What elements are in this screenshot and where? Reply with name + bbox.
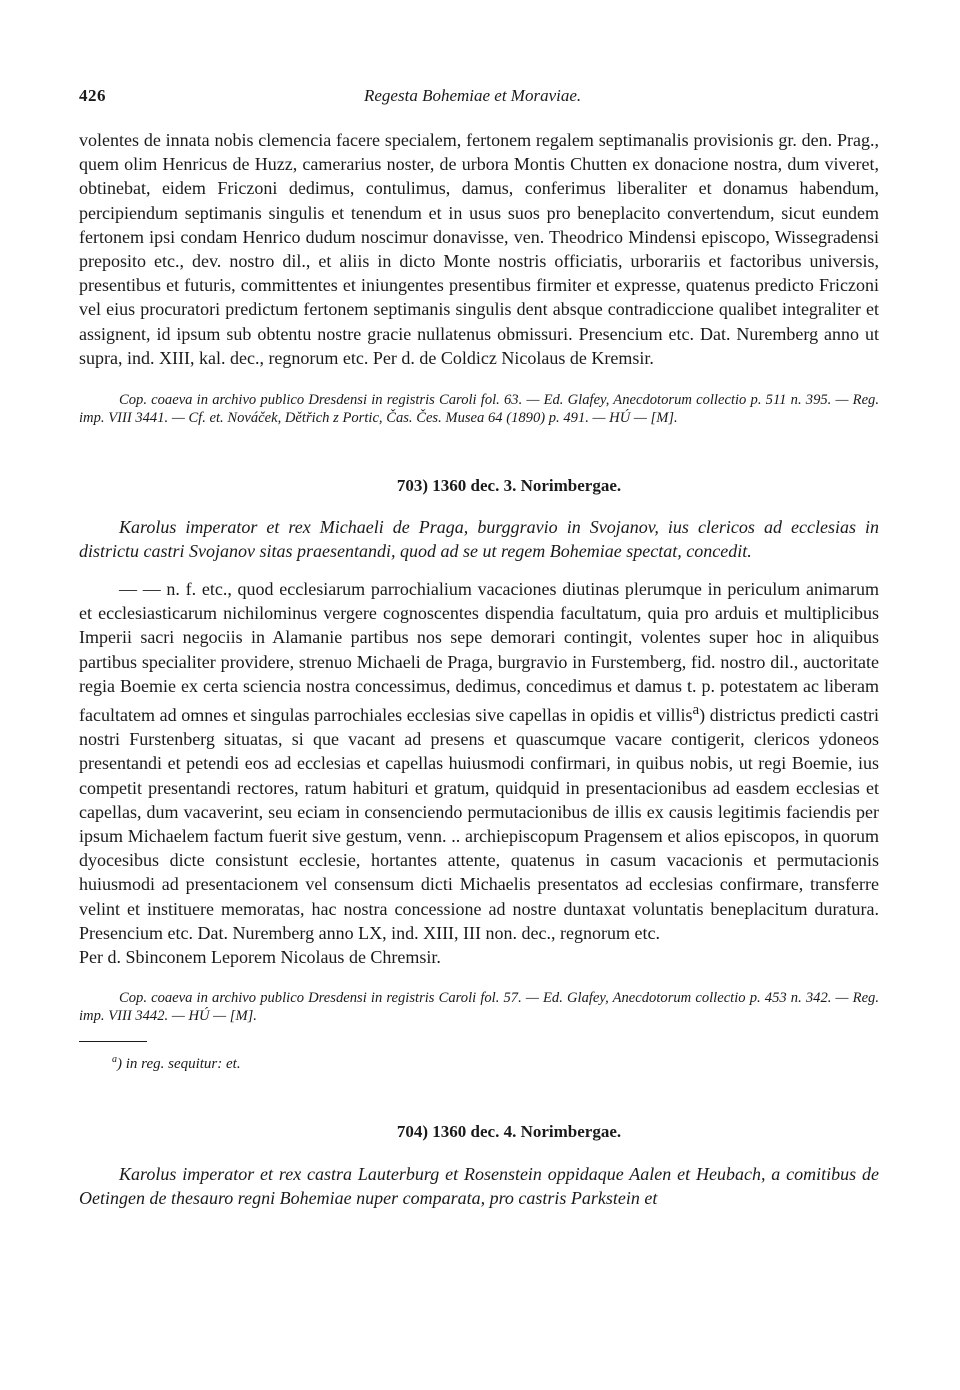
footnote-text: ) in reg. sequitur: et. (117, 1056, 241, 1073)
entry-text-703-part2: ) districtus predicti castri nostri Furstenberg situatas, si que vacant ad presens et quascumque vacare contigerit, clericos ydoneos presentandi et petendi eos ad ecclesias et capellas huiusmodi confirmari, in quibus nobis, ut regi Boemie, ius competit presentandi rectores, ratum habituri et gratum, quidquid in presentacionibus ad easdem ecclesias et capellas, dum vacaverint, seu eciam in consenciendo permutacionibus de illis ex causis legitimis faciendis per ipsum Michaelem factum fuerit sive gestum, venn. .. archiepiscopum Pragensem et alios episcopos, in quorum dyocesibus dicte consistunt ecclesie, hortantes attente, quatenus in casum vacacionis et permutacionis huiusmodi ad presentacionem vel consensum dicti Michaelis presentatos ad ecclesias confirmare, transferre velint et instituere memoratas, hac nostra concessione ad nostre duntaxat voluntatis beneplacitum duratura. Presencium etc. Dat. Nuremberg anno LX, ind. XIII, III non. dec., regnorum etc. (79, 705, 879, 943)
apparatus-note-703: Cop. coaeva in archivo publico Dresdensi in registris Caroli fol. 57. — Ed. Glafey, Anecdotorum collectio p. 453 n. 342. — Reg. imp. VIII 3442. — HÚ — [M]. (79, 990, 879, 1024)
closing-line-703: Per d. Sbinconem Leporem Nicolaus de Chremsir. (79, 947, 441, 968)
running-title: Regesta Bohemiae et Moraviae. (364, 86, 582, 105)
entry-text-703 (79, 577, 879, 945)
footnote-rule (79, 1041, 147, 1042)
entry-heading-704: 704) 1360 dec. 4. Norimbergae. (396, 1122, 622, 1142)
footnote (112, 1054, 879, 1073)
regest-703: Karolus imperator et rex Michaeli de Praga, burggravio in Svojanov, ius clericos ad ecclesias in districtu castri Svojanov sitas praesentandi, quod ad se ut regem Bohemiae spectat, concedit. (79, 517, 879, 562)
regest-704: Karolus imperator et rex castra Lauterburg et Rosenstein oppidaque Aalen et Heubach, a comitibus de Oetingen de thesauro regni Bohemiae nuper comparata, pro castris Parkstein et (79, 1164, 879, 1209)
running-head (79, 86, 879, 112)
apparatus-note: Cop. coaeva in archivo publico Dresdensi in registris Caroli fol. 63. — Ed. Glafey, Anecdotorum collectio p. 511 n. 395. — Reg. imp. VIII 3441. — Cf. et. Nováček, Dětřich z Portic, Čas. Čes. Musea 64 (1890) p. 491. — HÚ — [M]. (79, 392, 879, 426)
entry-text-703-part1: — — n. f. etc., quod ecclesiarum parrochialium vacaciones diutinas plerumque in periculum animarum et ecclesiasticarum nichilominus vergere cognoscentes dispendia facultatum, quia pro arduis et multiplicibus Imperii sacri negociis in Alamanie partibus nos sepe demorari contingit, volentes super hoc in aliquibus partibus specialiter providere, strenuo Michaeli de Praga, burgravio in Furstemberg, fid. nostro dil., auctoritate regia Boemie ex certa sciencia nostra concessimus, dedimus, concedimus et damus t. p. potestatem ac liberam facultatem ad omnes et singulas parrochiales ecclesias sive capellas in opidis et villis (79, 579, 879, 726)
document-page (79, 86, 879, 1210)
footnote-mark: a (112, 1054, 117, 1066)
footnote-marker: a (692, 702, 700, 719)
continuation-text: volentes de innata nobis clemencia facere specialem, fertonem regalem septimanalis provisionis gr. den. Prag., quem olim Henricus de Huzz, camerarius noster, de urbora Montis Chutten ex donacione nostra, dum viveret, obtinebat, eidem Friczoni dedimus, contulimus, damus, conferimus liberaliter et donamus habendum, percipiendum septimanis singulis et tenendum et in usus suos pro beneplacito convertendum, sicut eundem fertonem ipsi condam Henrico dudum noscimur donavisse, ven. Theodrico Mindensi episcopo, Wissegradensi preposito etc., dev. nostro dil., et aliis in dicto Monte nostris officiatis, urborariis et factoribus universis, presentibus et futuris, committentes et iniungentes presentibus firmiter et expresse, quatenus predicto Friczoni vel eius procuratori predictum fertonem septimanis singulis dent absque contradiccione qualibet integraliter et assignent, id ipsum sub obtentu nostre gracie nullatenus obmissuri. Presencium etc. Dat. Nuremberg anno ut supra, ind. XIII, kal. dec., regnorum etc. Per d. de Coldicz Nicolaus de Kremsir. (79, 130, 879, 368)
page-number: 426 (79, 86, 106, 105)
entry-heading-703: 703) 1360 dec. 3. Norimbergae. (396, 476, 622, 496)
